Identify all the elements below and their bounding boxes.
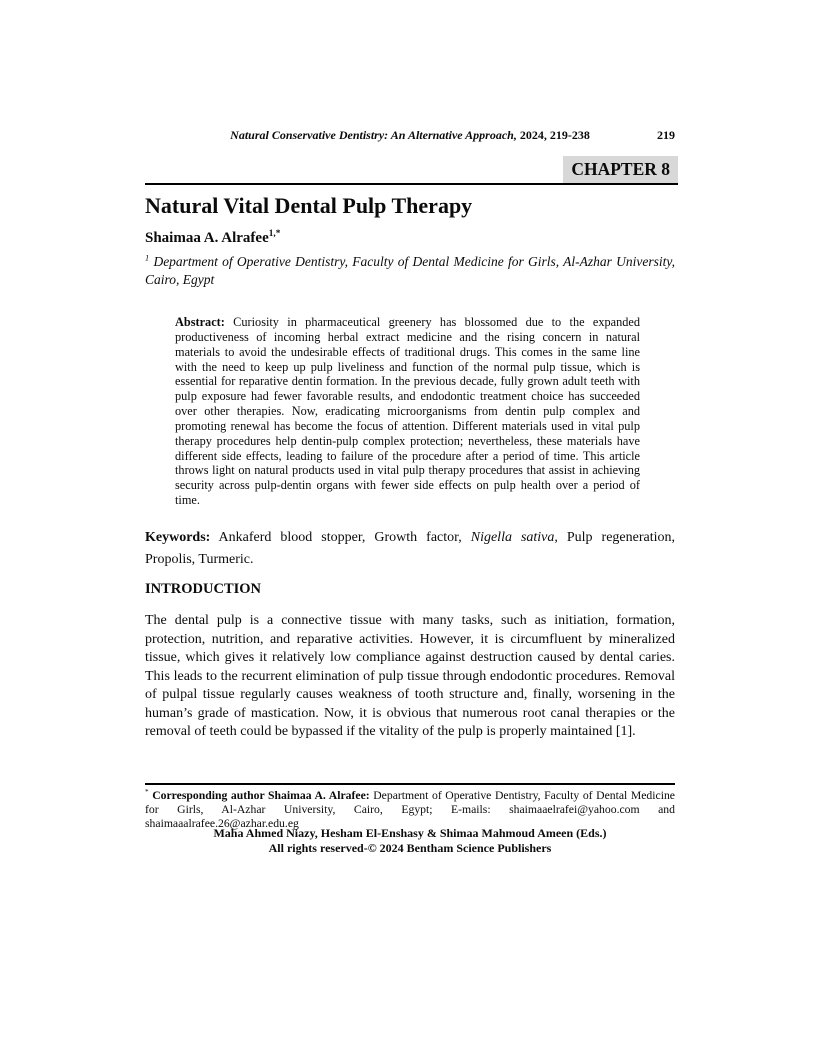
content-column: [145, 0, 675, 1056]
imprint-rights: All rights reserved-© 2024 Bentham Science Publishers: [268, 840, 552, 855]
running-header: [145, 128, 675, 142]
section-heading-introduction: INTRODUCTION: [145, 581, 262, 597]
book-title: Natural Conservative Dentistry: An Alternative Approach,: [230, 128, 517, 142]
footnote-marker: *: [145, 788, 149, 797]
citation-year-pages: 2024, 219-238: [516, 128, 590, 142]
affiliation-marker: 1: [145, 253, 150, 263]
author-name: Shaimaa A. Alrafee: [145, 230, 269, 246]
keywords-text-1: Ankaferd blood stopper, Growth factor,: [210, 530, 471, 545]
abstract: [175, 315, 640, 508]
keywords-italic-term: Nigella sativa: [470, 530, 555, 545]
publisher-imprint: [145, 826, 675, 855]
affiliation-text: Department of Operative Dentistry, Faculty of Dental Medicine for Girls, Al-Azhar University, Cairo, Egypt: [145, 254, 675, 287]
corresponding-author-footnote: [145, 783, 675, 831]
chapter-title: Natural Vital Dental Pulp Therapy: [145, 193, 473, 218]
keywords-label: Keywords:: [145, 530, 211, 545]
keywords: [145, 527, 675, 570]
keywords-text-2: , Pulp regeneration, Propolis, Turmeric.: [145, 530, 675, 567]
footnote-bold: Corresponding author Shaimaa A. Alrafee:: [148, 789, 370, 802]
author-superscript: 1,*: [268, 229, 281, 239]
abstract-text: Curiosity in pharmaceutical greenery has blossomed due to the expanded productiveness of incoming herbal extract medicine and the rising concern in natural materials to avoid the undesirable effects of traditional drugs. This comes in the same line with the need to keep up pulp liveliness and function of the normal pulp tissue, which is essential for reparative dentin formation. In the previous decade, fully grown adult teeth with pulp exposure had fewer favorable results, and endodontic treatment choice has succeeded over other therapies. Now, eradicating microorganisms from dentin pulp complex and promoting renewal has become the focus of attention. Different materials used in vital pulp therapy procedures help dentin-pulp complex protection; nevertheless, these materials have different side effects, leading to failure of the procedure after a period of time. This article throws light on natural products used in vital pulp therapy procedures that assist in achieving security across pulp-dentin organs with fewer side effects on pulp health over a period of time.: [175, 315, 640, 508]
footnote-text: Department of Operative Dentistry, Faculty of Dental Medicine for Girls, Al-Azhar University, Cairo, Egypt; E-mails: shaimaaelrafei@yahoo.com and shaimaaalrafee.26@azhar.edu.eg: [145, 789, 675, 830]
chapter-label: CHAPTER 8: [563, 156, 678, 183]
header-rule: [145, 183, 678, 185]
introduction-paragraph: The dental pulp is a connective tissue with many tasks, such as initiation, formation, protection, nutrition, and reparative activities. However, it is circumfluent by mineralized tissue, which gives it relatively low compliance against destruction caused by dental caries. This leads to the recurrent elimination of pulp tissue through endodontic procedures. Removal of pulpal tissue regularly causes weakness of tooth structure and, finally, worsening in the human’s grade of mastication. Now, it is obvious that numerous root canal therapies or the removal of teeth could be bypassed if the vitality of the pulp is properly maintained [1].: [145, 613, 675, 739]
page-number: 219: [657, 128, 675, 142]
running-header-citation: [230, 128, 590, 142]
imprint-editors: Maha Ahmed Niazy, Hesham El-Enshasy & Shimaa Mahmoud Ameen (Eds.): [213, 826, 607, 840]
author-line: [145, 229, 675, 248]
abstract-label: Abstract:: [175, 315, 225, 329]
affiliation: [145, 253, 675, 288]
